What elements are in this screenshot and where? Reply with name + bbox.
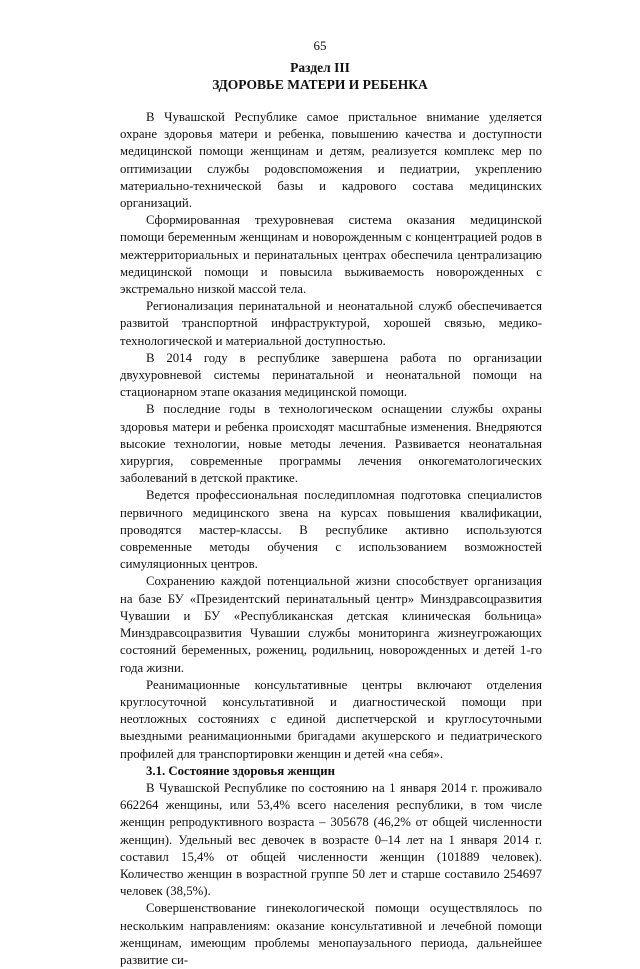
paragraph: В Чувашской Республике самое пристальное внимание уделяется охране здоровья матери и ребенка, повышению качества и доступности медицинской помощи женщинам и детям, реализуется комплекс мер по оптимизации службы родовспоможения и педиатрии, укреплению материально-технической базы и кадрового состава медицинских организаций. <box>120 110 542 211</box>
paragraph: Сохранению каждой потенциальной жизни способствует организация на базе БУ «Президентский перинатальный центр» Минздравсоцразвития Чувашии и БУ «Республиканская детская клиническая больница» Минздравсоцразвития Чувашии службы мониторинга жизнеугрожающих состояний беременных, рожениц, родильниц, новорожденных и детей 1-го года жизни. <box>120 574 542 675</box>
paragraph: Реанимационные консультативные центры включают отделения круглосуточной консультативной и диагностической помощи при неотложных состояниях с единой диспетчерской и круглосуточными выездными реанимационными бригадами акушерского и педиатрического профилей для транспортировки женщин и детей «на себя». <box>120 677 542 761</box>
paragraph: Регионализация перинатальной и неонатальной служб обеспечивается развитой транспортной инфраструктурой, хорошей связью, медико-технологической и материальной доступностью. <box>120 299 542 348</box>
section-title: ЗДОРОВЬЕ МАТЕРИ И РЕБЕНКА <box>212 77 428 92</box>
paragraph: Совершенствование гинекологической помощи осуществлялось по нескольким направлениям: оказание консультативной и лечебной помощи женщинам, имеющим проблемы менопаузального периода, дальнейшее развитие си- <box>120 901 542 967</box>
paragraph: В 2014 году в республике завершена работа по организации двухуровневой системы перинатальной и неонатальной помощи на стационарном этапе оказания медицинской помощи. <box>120 350 542 400</box>
paragraph: Сформированная трехуровневая система оказания медицинской помощи беременным женщинам и новорожденным с концентрацией родов в межтерриториальных и перинатальных центрах обеспечила централизацию медицинской помощи и повысила выживаемость новорожденных с экстремально низкой массой тела. <box>120 213 542 297</box>
subsection-title: 3.1. Состояние здоровья женщин <box>146 763 336 778</box>
paragraph: Ведется профессиональная последипломная подготовка специалистов первичного медицинского звена на курсах повышения квалификации, проводятся мастер-классы. В республике активно используются современные методы обучения с использованием возможностей симуляционных центров. <box>120 488 542 572</box>
page-number: 65 <box>313 38 327 53</box>
paragraph: В Чувашской Республике по состоянию на 1 января 2014 г. проживало 662264 женщины, или 53,4% всего населения республики, в том числе женщин репродуктивного возраста – 305678 (46,2% от общей численности женщин). Удельный вес девочек в возрасте 0–14 лет на 1 января 2014 г. составил 15,4% от общей численности женщин (101889 человек). Количество женщин в возрастной группе 50 лет и старше составило 254697 человек (38,5%). <box>120 780 542 899</box>
section-label: Раздел III <box>290 60 350 75</box>
document-body <box>120 109 542 969</box>
paragraph: В последние годы в технологическом оснащении службы охраны здоровья матери и ребенка происходят масштабные изменения. Внедряются высокие технологии, новые методы лечения. Развивается неонатальная хирургия, современные программы лечения онкогематологических заболеваний в детской практике. <box>120 402 542 486</box>
